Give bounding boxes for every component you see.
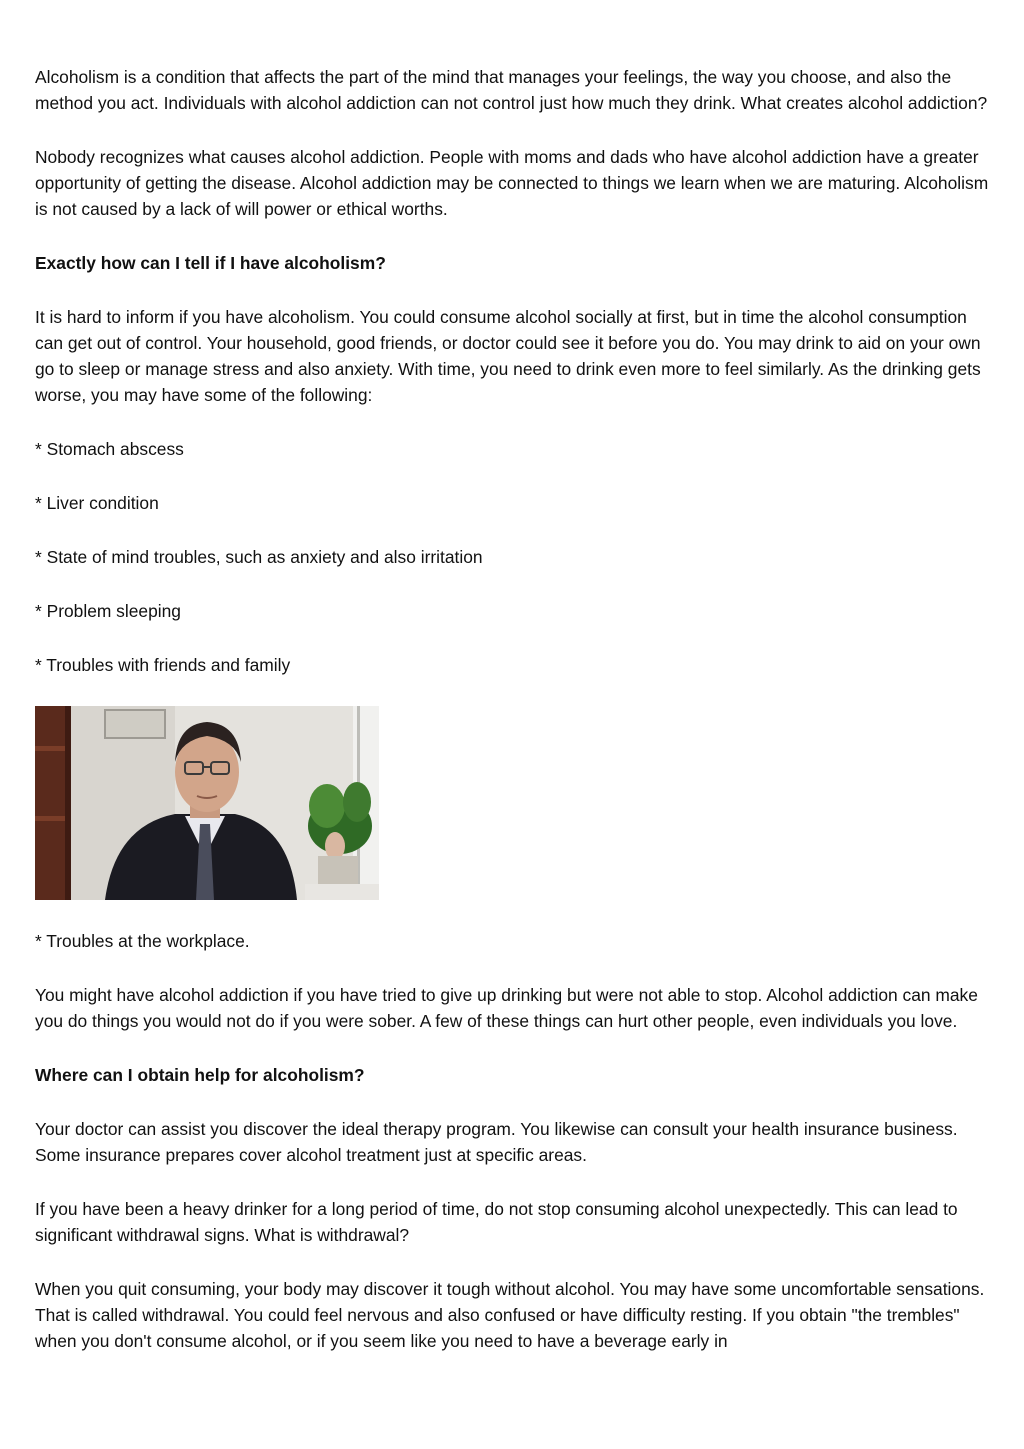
doctor-photo [35,706,379,900]
article-body [35,64,990,1382]
paragraph-intro: Alcoholism is a condition that affects the part of the mind that manages your feelings, the way you choose, and also the method you act. Individuals with alcohol addiction can not control just how much they drink. What creates alcohol addiction? [35,67,988,113]
paragraph-heavy-drinker: If you have been a heavy drinker for a long period of time, do not stop consuming alcohol unexpectedly. This can lead to significant withdrawal signs. What is withdrawal? [35,1199,958,1245]
paragraph-hard-to-tell: It is hard to inform if you have alcoholism. You could consume alcohol socially at first, but in time the alcohol consumption can get out of control. Your household, good friends, or doctor could see it before you do. You may drink to aid on your own go to sleep or manage stress and also anxiety. With time, you need to drink even more to feel similarly. As the drinking gets worse, you may have some of the following: [35,307,981,405]
list-item-mood: * State of mind troubles, such as anxiety and also irritation [35,547,483,567]
heading-how-tell: Exactly how can I tell if I have alcoholism? [35,253,386,273]
paragraph-withdrawal: When you quit consuming, your body may discover it tough without alcohol. You may have some uncomfortable sensations. That is called withdrawal. You could feel nervous and also confused or have difficulty resting. If you obtain "the trembles" when you don't consume alcohol, or if you seem like you need to have a beverage early in [35,1279,985,1351]
paragraph-doctor: Your doctor can assist you discover the ideal therapy program. You likewise can consult your health insurance business. Some insurance prepares cover alcohol treatment just at specific areas. [35,1119,958,1165]
list-item-sleep: * Problem sleeping [35,601,181,621]
list-item-stomach: * Stomach abscess [35,439,184,459]
list-item-family: * Troubles with friends and family [35,655,291,675]
paragraph-might-have: You might have alcohol addiction if you have tried to give up drinking but were not able to stop. Alcohol addiction can make you do things you would not do if you were sober. A few of these things can hurt other people, even individuals you love. [35,985,978,1031]
list-item-workplace: * Troubles at the workplace. [35,931,250,951]
paragraph-causes: Nobody recognizes what causes alcohol addiction. People with moms and dads who have alcohol addiction have a greater opportunity of getting the disease. Alcohol addiction may be connected to things we learn when we are maturing. Alcoholism is not caused by a lack of will power or ethical worths. [35,147,989,219]
list-item-liver: * Liver condition [35,493,159,513]
heading-get-help: Where can I obtain help for alcoholism? [35,1065,365,1085]
